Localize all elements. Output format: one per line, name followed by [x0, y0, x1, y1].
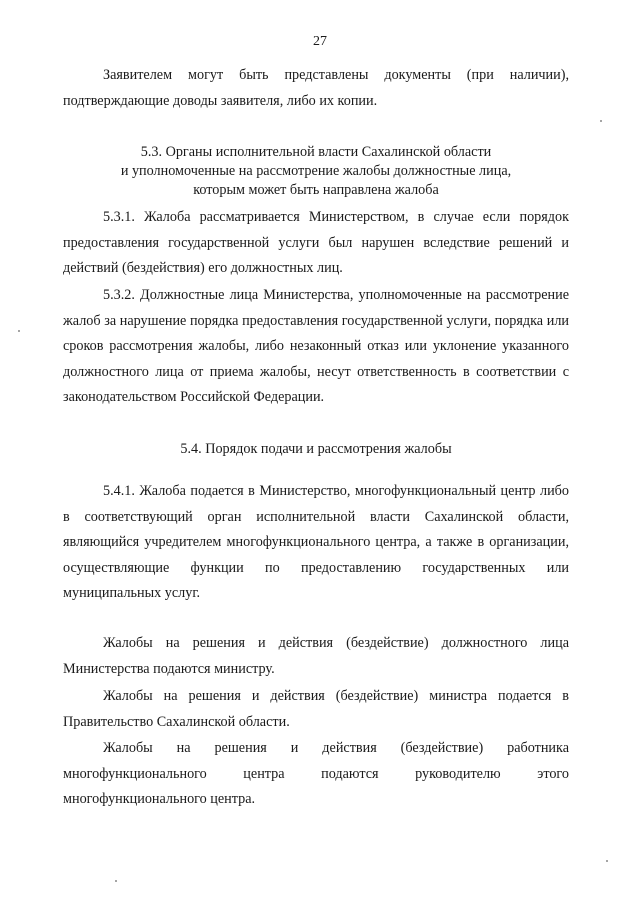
- scan-speck: [606, 860, 608, 862]
- paragraph-applicant-documents: Заявителем могут быть представлены документы (при наличии), подтверждающие доводы заявителя, либо их копии.: [63, 67, 569, 109]
- paragraph-5-4-1: 5.4.1. Жалоба подается в Министерство, многофункциональный центр либо в соответствующий орган исполнительной власти Сахалинской области, являющийся учредителем многофункционального центра, а также в организации, осуществляющие функции по предоставлению государственных или муниципальных услуг.: [63, 483, 569, 601]
- heading-line: которым может быть направлена жалоба: [193, 182, 439, 198]
- section-heading-5-3: [63, 143, 569, 200]
- paragraph-5-3-1: 5.3.1. Жалоба рассматривается Министерством, в случае если порядок предоставления государственной услуги был нарушен вследствие решений и действий (бездействия) его должностных лиц.: [63, 209, 569, 276]
- paragraph-complaints-minister: Жалобы на решения и действия (бездействие) министра подается в Правительство Сахалинской области.: [63, 688, 569, 730]
- scan-speck: [18, 330, 20, 332]
- heading-line: и уполномоченные на рассмотрение жалобы должностные лица,: [120, 163, 512, 179]
- paragraph-5-3-2: 5.3.2. Должностные лица Министерства, уполномоченные на рассмотрение жалоб за нарушение порядка предоставления государственной услуги, порядка или сроков рассмотрения жалобы, либо незаконный отказ или уклонение указанного должностного лица от приема жалобы, несут ответственность в соответствии с законодательством Российской Федерации.: [63, 287, 569, 405]
- paragraph-complaints-mfc-worker: Жалобы на решения и действия (бездействие) работника многофункционального центра подаются руководителю этого многофункционального центра.: [63, 740, 569, 807]
- scan-speck: [600, 120, 602, 122]
- paragraph-complaints-official: Жалобы на решения и действия (бездействие) должностного лица Министерства подаются министру.: [63, 635, 569, 677]
- section-heading-5-4: 5.4. Порядок подачи и рассмотрения жалобы: [180, 441, 452, 457]
- page-number: 27: [313, 34, 327, 49]
- heading-line: 5.3. Органы исполнительной власти Сахалинской области: [140, 144, 492, 160]
- scan-speck: [115, 880, 117, 882]
